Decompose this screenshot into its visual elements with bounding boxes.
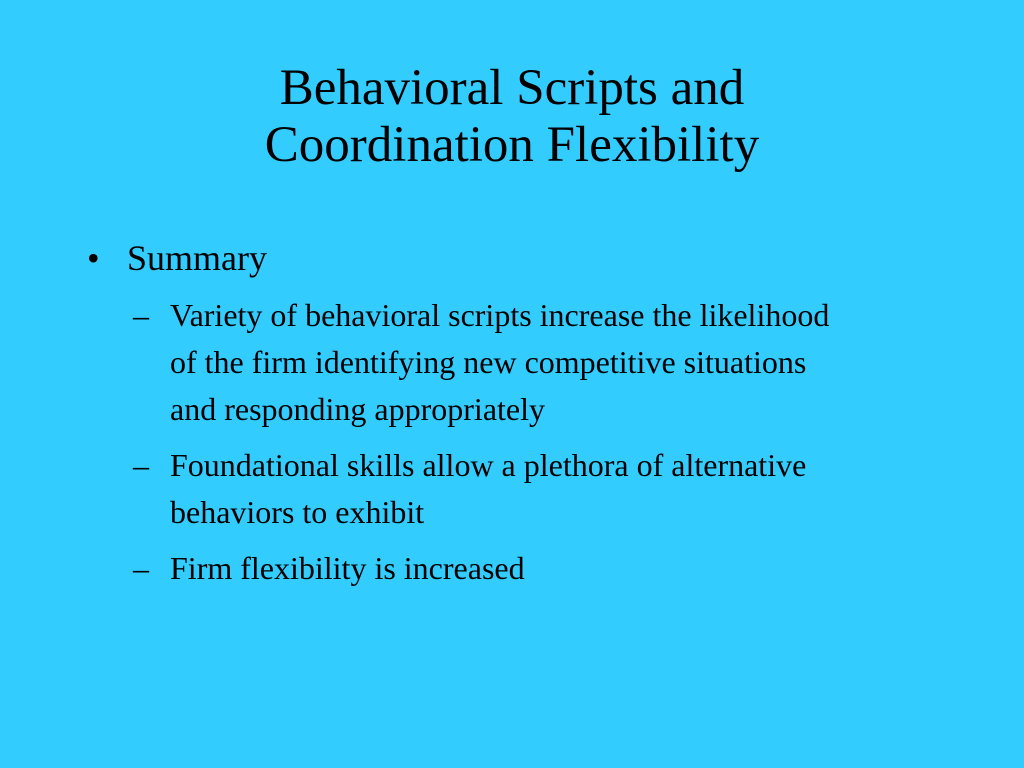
sub-bullet-item xyxy=(133,292,845,433)
slide-title-line-1: Behavioral Scripts and xyxy=(279,60,745,116)
slide-title-line-2: Coordination Flexibility xyxy=(264,117,760,174)
bullet-summary-label: Summary xyxy=(127,238,267,278)
sub-bullet-text: Variety of behavioral scripts increase the likelihood of the firm identifying new competitive situations and responding appropriately xyxy=(170,297,830,427)
slide-body xyxy=(85,232,845,601)
bullet-dot-icon: • xyxy=(87,238,100,278)
dash-icon: – xyxy=(133,550,149,586)
sub-bullet-item xyxy=(133,545,845,592)
sub-bullet-text: Foundational skills allow a plethora of alternative behaviors to exhibit xyxy=(170,447,807,530)
slide-title xyxy=(90,60,934,174)
dash-icon: – xyxy=(133,447,149,483)
bullet-summary xyxy=(85,232,845,284)
sub-bullet-item xyxy=(133,442,845,536)
sub-bullet-text: Firm flexibility is increased xyxy=(170,550,525,586)
dash-icon: – xyxy=(133,297,149,333)
sub-bullet-list xyxy=(85,292,845,592)
